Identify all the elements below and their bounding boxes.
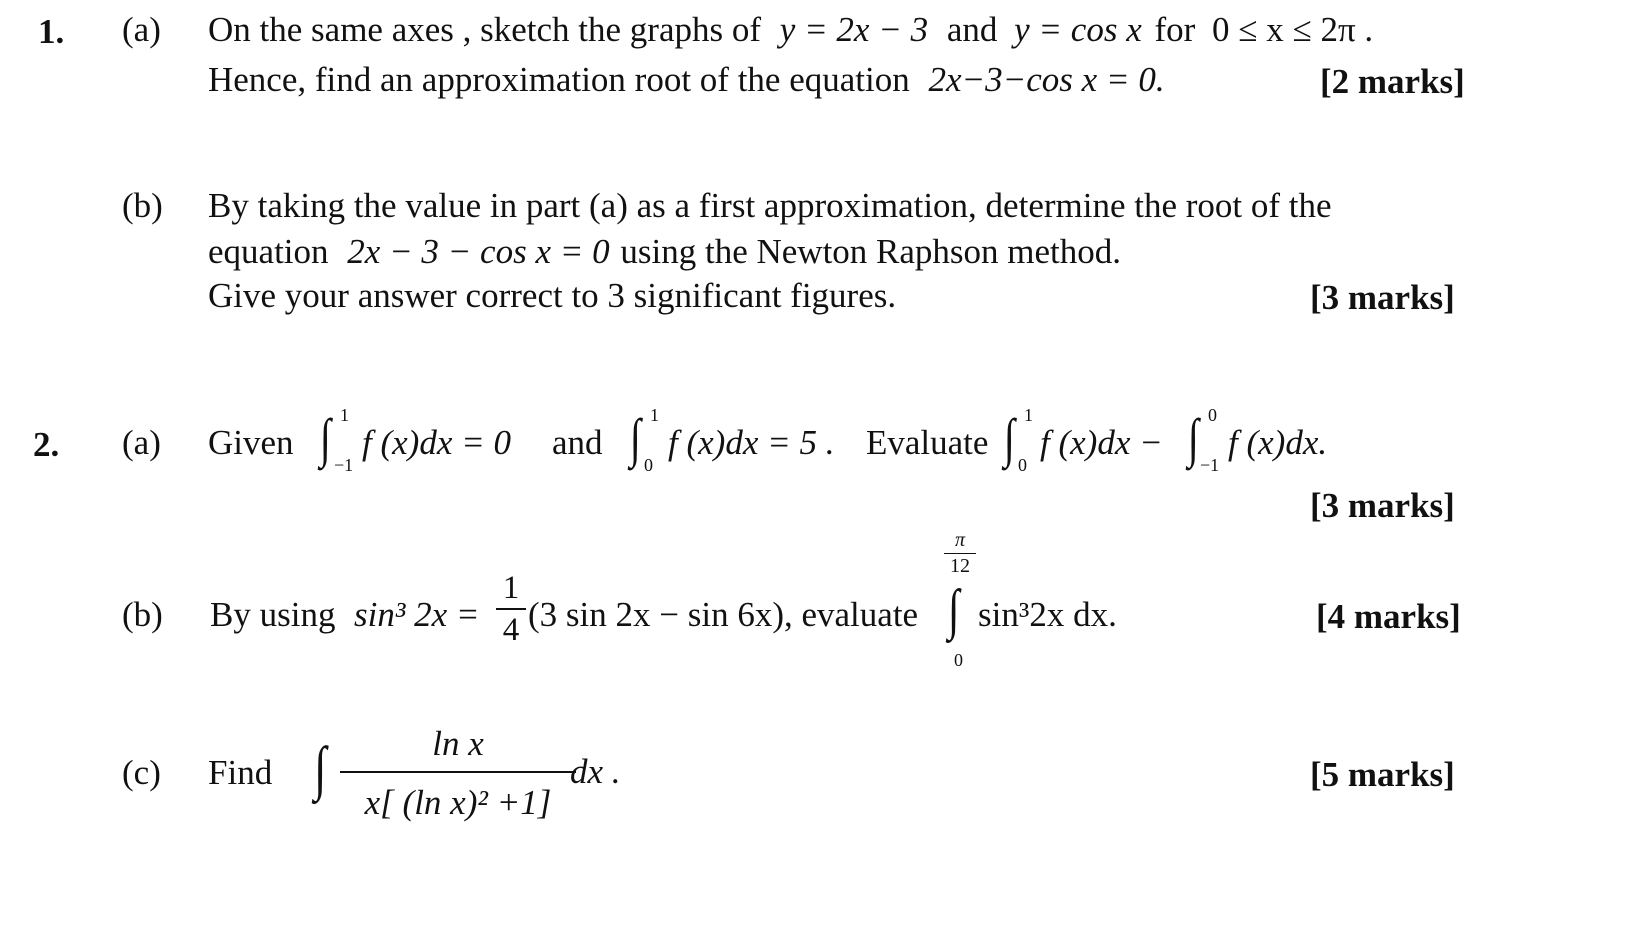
- question-2-number: 2.: [33, 425, 60, 464]
- q2b-definite-integral: [942, 530, 1152, 670]
- q2a-integral-3: [1002, 405, 1192, 475]
- q2b-identity-rhs: (3 sin 2x − sin 6x), evaluate: [528, 595, 919, 634]
- integrand: f (x)dx −: [1040, 423, 1163, 462]
- q2a-integral-2: [628, 405, 858, 475]
- q2b-marks: [4 marks]: [1316, 597, 1461, 636]
- q1b-label: (b): [122, 186, 163, 225]
- integral-sign-icon: ∫: [1003, 408, 1015, 468]
- q1a-and: and: [946, 10, 998, 49]
- q1a-for: for: [1154, 10, 1196, 49]
- lower-limit: 0: [1018, 455, 1027, 475]
- q2b-label: (b): [122, 595, 163, 634]
- q2a-marks: [3 marks]: [1310, 486, 1455, 525]
- lower-limit: −1: [334, 455, 354, 475]
- q2c-label: (c): [122, 753, 161, 792]
- q2c-integral: [312, 720, 632, 850]
- question-1-number: 1.: [38, 12, 65, 51]
- upper-limit: 1: [1024, 405, 1033, 425]
- q1a-domain: 0 ≤ x ≤ 2π .: [1212, 10, 1374, 49]
- upper-limit: 0: [1208, 405, 1217, 425]
- fraction-denominator: 4: [502, 612, 520, 648]
- q1a-equation-cos: y = cos x: [1014, 10, 1142, 49]
- q1b-line2: [208, 234, 1121, 269]
- integral-sign-icon: ∫: [947, 579, 960, 641]
- q2a-evaluate: Evaluate: [866, 423, 989, 462]
- lower-limit: 0: [644, 455, 653, 475]
- q2b-fraction-quarter: [496, 572, 526, 647]
- fraction-denominator: x[ (ln x)² +1]: [364, 783, 552, 822]
- q1a-equation-line: y = 2x − 3: [779, 10, 929, 49]
- integral-sign-icon: ∫: [319, 408, 331, 468]
- q1b-equation: 2x − 3 − cos x = 0: [347, 232, 610, 271]
- upper-limit-numerator: π: [954, 529, 966, 551]
- q1a-equation-root: 2x−3−cos x = 0.: [928, 60, 1165, 99]
- lower-limit: −1: [1200, 455, 1220, 475]
- upper-limit: 1: [340, 405, 349, 425]
- q1b-marks: [3 marks]: [1310, 278, 1455, 317]
- q1a-line1: [208, 12, 1373, 47]
- q1a-text: On the same axes , sketch the graphs of: [208, 10, 762, 49]
- q1b-method: using the Newton Raphson method.: [620, 232, 1122, 271]
- lower-limit: 0: [954, 650, 963, 670]
- upper-limit-denominator: 12: [950, 555, 970, 577]
- q1a-line2: [208, 62, 1165, 97]
- integrand: f (x)dx = 5 .: [668, 423, 835, 462]
- q1b-equation-word: equation: [208, 232, 329, 271]
- fraction-numerator: 1: [502, 570, 520, 606]
- q2c-find: Find: [208, 753, 273, 792]
- q1b-line3: Give your answer correct to 3 significant figures.: [208, 276, 897, 315]
- integral-sign-icon: ∫: [1187, 408, 1199, 468]
- identity-lhs: sin³ 2x =: [354, 595, 480, 634]
- integral-sign-icon: ∫: [314, 735, 327, 801]
- integral-sign-icon: ∫: [629, 408, 641, 468]
- q2a-integral-1: [318, 405, 538, 475]
- q2c-marks: [5 marks]: [1310, 755, 1455, 794]
- integrand: f (x)dx.: [1228, 423, 1328, 462]
- q2a-label: (a): [122, 423, 161, 462]
- q2b-by-using: By using: [210, 595, 336, 634]
- q2a-given: Given: [208, 423, 294, 462]
- q2a-integral-4: [1186, 405, 1356, 475]
- q1a-text-2: Hence, find an approximation root of the equation: [208, 60, 910, 99]
- upper-limit: 1: [650, 405, 659, 425]
- integrand: f (x)dx = 0: [362, 423, 511, 462]
- fraction-numerator: ln x: [432, 724, 484, 763]
- q1a-marks: [2 marks]: [1320, 62, 1465, 101]
- integrand: sin³2x dx.: [978, 595, 1117, 634]
- q2a-and: and: [552, 423, 603, 462]
- dx: dx .: [570, 752, 621, 791]
- q1b-line1: By taking the value in part (a) as a first approximation, determine the root of the: [208, 186, 1332, 225]
- q2b-identity-lhs: [354, 597, 480, 632]
- q1a-label: (a): [122, 10, 161, 49]
